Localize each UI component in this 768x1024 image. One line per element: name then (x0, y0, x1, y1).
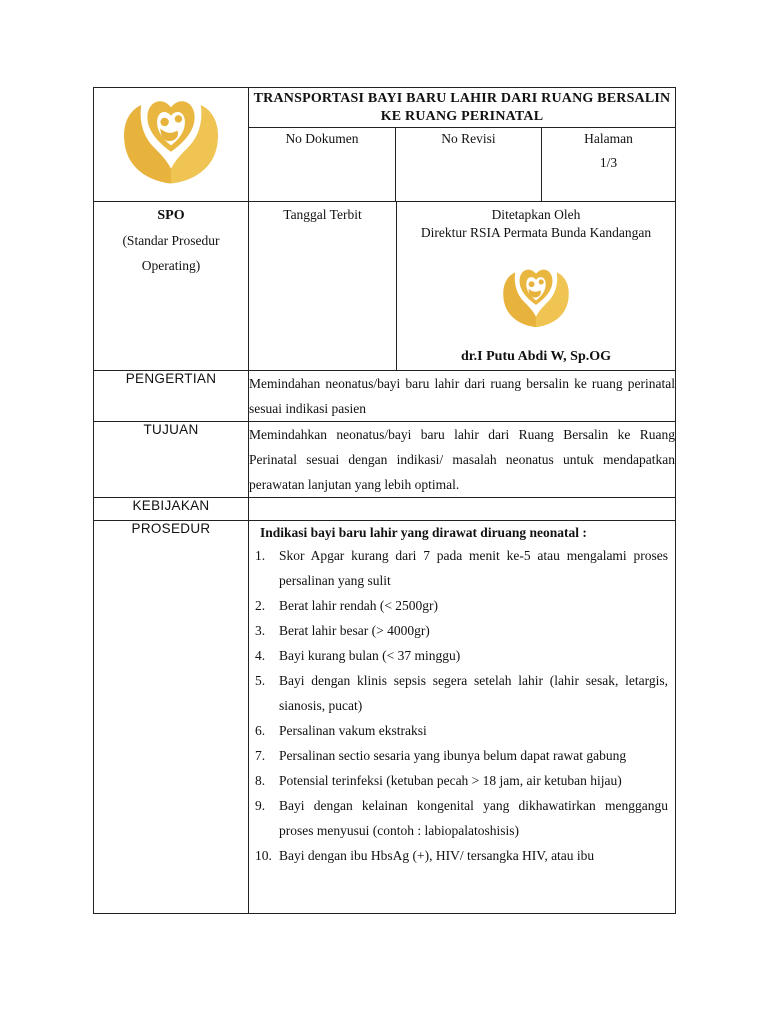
document-title: TRANSPORTASI BAYI BARU LAHIR DARI RUANG BERSALIN KE RUANG PERINATAL (253, 91, 671, 124)
list-item (249, 768, 668, 793)
list-item-number: 8. (255, 773, 266, 788)
spo-right (249, 202, 676, 371)
signatory-name: dr.I Putu Abdi W, Sp.OG (460, 349, 612, 364)
halaman-label: Halaman (584, 131, 633, 146)
halaman-cell (542, 128, 676, 202)
list-item-number: 2. (255, 598, 266, 613)
spo-inner-table (249, 202, 675, 370)
ditetapkan-cell (397, 202, 676, 370)
no-dokumen-cell (249, 128, 396, 202)
no-dokumen-label: No Dokumen (285, 131, 359, 146)
prosedur-label: PROSEDUR (131, 521, 211, 536)
tanggal-terbit-label: Tanggal Terbit (283, 207, 362, 222)
list-item-number: 6. (255, 723, 266, 738)
list-item-number: 10. (255, 848, 272, 863)
list-item-number: 1. (255, 548, 266, 563)
list-item (249, 668, 668, 718)
spo-document-table (93, 87, 676, 914)
list-item-text: Persalinan vakum ekstraksi (279, 723, 427, 738)
list-item (249, 543, 668, 593)
pengertian-text: Memindahan neonatus/bayi baru lahir dari ruang bersalin ke ruang perinatal sesuai indikasi pasien (249, 371, 676, 422)
tujuan-label: TUJUAN (143, 422, 199, 437)
list-item-text: Bayi dengan klinis sepsis segera setelah lahir (lahir sesak, letargis, sianosis, pucat) (279, 673, 668, 713)
list-item-text: Bayi dengan kelainan kongenital yang dikhawatirkan menggangu proses menyusui (contoh : labiopalatoshisis) (279, 798, 668, 838)
list-item (249, 618, 668, 643)
prosedur-list (249, 543, 675, 868)
pengertian-label: PENGERTIAN (125, 371, 217, 386)
tanggal-terbit-cell (249, 202, 397, 370)
list-item-text: Potensial terinfeksi (ketuban pecah > 18 jam, air ketuban hijau) (279, 773, 622, 788)
list-item-text: Bayi dengan ibu HbsAg (+), HIV/ tersangka HIV, atau ibu (279, 848, 595, 863)
logo-cell (94, 88, 249, 202)
spo-title: SPO (157, 208, 185, 223)
list-item-text: Persalinan sectio sesaria yang ibunya belum dapat rawat gabung (279, 748, 627, 763)
stamp-logo-icon (499, 258, 573, 334)
spo-subtitle-1: (Standar Prosedur (122, 233, 220, 248)
list-item (249, 643, 668, 668)
list-item-number: 9. (255, 798, 266, 813)
list-item (249, 843, 668, 868)
tujuan-text: Memindahkan neonatus/bayi baru lahir dari Ruang Bersalin ke Ruang Perinatal sesuai dengan indikasi/ masalah neonatus untuk mendapatkan perawatan lanjutan yang lebih optimal. (249, 422, 676, 498)
ditetapkan-label: Ditetapkan Oleh (491, 207, 581, 222)
prosedur-content (249, 521, 676, 914)
kebijakan-label-cell (94, 498, 249, 521)
spo-cell (94, 202, 249, 371)
no-revisi-cell (396, 128, 542, 202)
prosedur-label-cell (94, 521, 249, 914)
list-item-number: 4. (255, 648, 266, 663)
list-item-text: Bayi kurang bulan (< 37 minggu) (279, 648, 461, 663)
ditetapkan-by: Direktur RSIA Permata Bunda Kandangan (420, 225, 652, 240)
no-revisi-label: No Revisi (441, 131, 496, 146)
prosedur-title: Indikasi bayi baru lahir yang dirawat diruang neonatal : (260, 525, 587, 540)
list-item (249, 718, 668, 743)
kebijakan-text (249, 498, 676, 521)
hospital-logo-icon (118, 85, 224, 193)
list-item-text: Berat lahir rendah (< 2500gr) (279, 598, 439, 613)
list-item-number: 3. (255, 623, 266, 638)
list-item-number: 5. (255, 673, 266, 688)
header-right (249, 88, 676, 202)
list-item (249, 743, 668, 768)
tujuan-label-cell (94, 422, 249, 498)
list-item-text: Skor Apgar kurang dari 7 pada menit ke-5 atau mengalami proses persalinan yang sulit (279, 548, 668, 588)
list-item (249, 593, 668, 618)
halaman-value: 1/3 (599, 155, 618, 170)
kebijakan-label: KEBIJAKAN (132, 498, 210, 513)
list-item-text: Berat lahir besar (> 4000gr) (279, 623, 430, 638)
pengertian-label-cell (94, 371, 249, 422)
header-sub-table (249, 127, 675, 201)
list-item (249, 793, 668, 843)
list-item-number: 7. (255, 748, 266, 763)
spo-subtitle-2: Operating) (141, 258, 201, 273)
